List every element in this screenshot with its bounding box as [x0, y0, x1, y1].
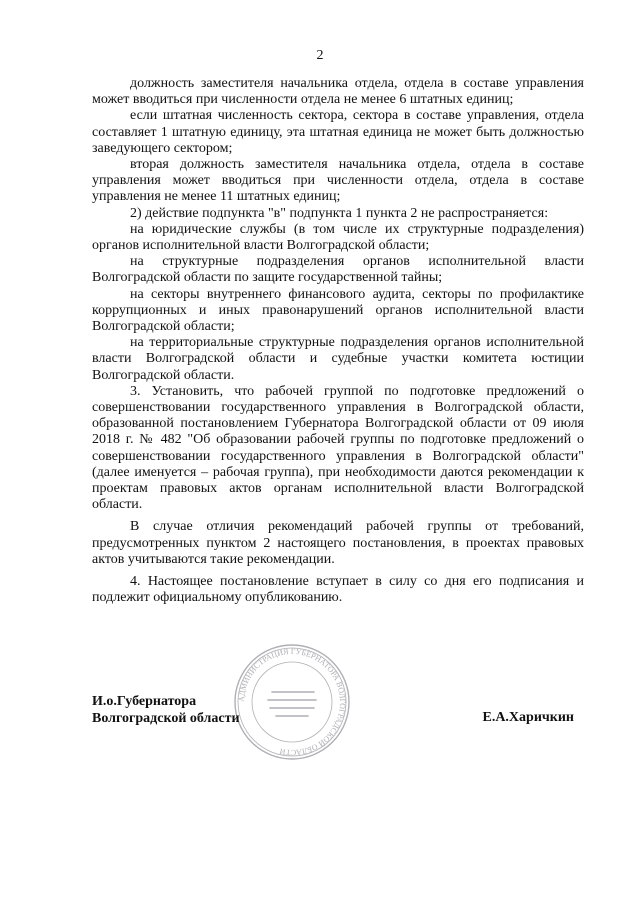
paragraph: на юридические службы (в том числе их структурные подразделения) органов исполнительной власти Волгоградской области;: [92, 221, 584, 254]
signatory-title-line2: Волгоградской области: [92, 710, 240, 726]
document-body: [92, 76, 584, 607]
paragraph: на территориальные структурные подразделения органов исполнительной власти Волгоградской области и судебные участки комитета юстиции Волгоградской области.: [92, 335, 584, 383]
paragraph: В случае отличия рекомендаций рабочей группы от требований, предусмотренных пунктом 2 настоящего постановления, в проектах правовых актов учитываются такие рекомендации.: [92, 519, 584, 567]
page-number: 2: [316, 48, 324, 63]
signatory-title: [92, 694, 240, 727]
paragraph: 3. Установить, что рабочей группой по подготовке предложений о совершенствовании государственного управления в Волгоградской области, образованной постановлением Губернатора Волгоградской области от 09 июля 2018 г. № 482 "Об образовании рабочей группы по подготовке предложений о совершенствовании государственного управления в Волгоградской области" (далее именуется – рабочая группа), при необходимости даются рекомендации к проектам правовых актов органам исполнительной власти Волгоградской области.: [92, 383, 584, 513]
paragraph: на структурные подразделения органов исполнительной власти Волгоградской области по защите государственной тайны;: [92, 254, 584, 286]
seal-text: АДМИНИСТРАЦИЯ ГУБЕРНАТОРА ВОЛГОГРАДСКОЙ ОБЛАСТИ: [236, 646, 348, 758]
paragraph: 4. Настоящее постановление вступает в силу со дня его подписания и подлежит официальному опубликованию.: [92, 574, 584, 606]
paragraph: должность заместителя начальника отдела, отдела в составе управления может вводиться при численности отдела не менее 6 штатных единиц;: [92, 76, 584, 108]
signatory-title-line1: И.о.Губернатора: [92, 694, 197, 709]
signatory-name: Е.А.Харичкин: [482, 710, 574, 725]
paragraph: если штатная численность сектора, сектора в составе управления, отдела составляет 1 штатную единицу, эта штатная единица не может быть должностью заведующего сектором;: [92, 108, 584, 156]
paragraph: 2) действие подпункта "в" подпункта 1 пункта 2 не распространяется:: [130, 205, 549, 221]
paragraph: вторая должность заместителя начальника отдела, отдела в составе управления может вводиться при численности отдела, отдела в составе управления не менее 11 штатных единиц;: [92, 157, 584, 205]
signature-block: [92, 694, 584, 734]
paragraph: на секторы внутреннего финансового аудита, секторы по профилактике коррупционных и иных правонарушений органов исполнительной власти Волгоградской области;: [92, 286, 584, 335]
